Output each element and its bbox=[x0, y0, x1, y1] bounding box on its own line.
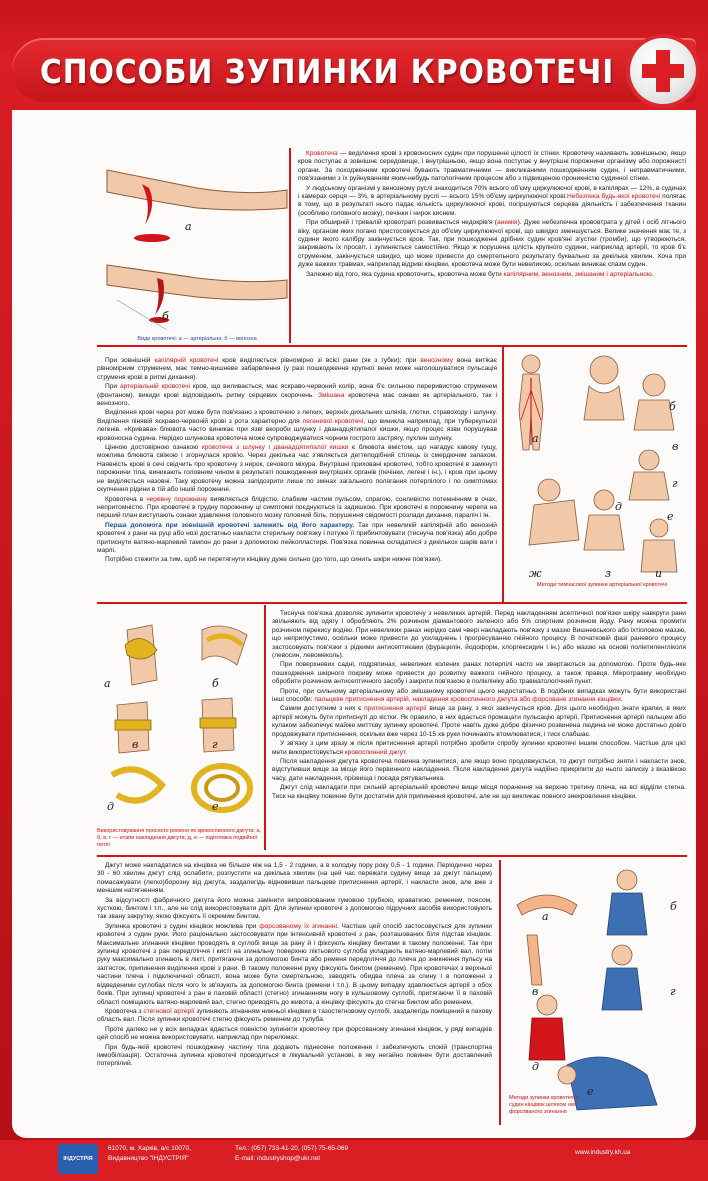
fig4-label-e: е bbox=[587, 1085, 594, 1098]
term: капілярній кровотечі bbox=[154, 357, 219, 364]
term: кровотеча з шлунку і дванадцятипалої кишки bbox=[201, 444, 349, 452]
divider bbox=[289, 148, 291, 343]
term: пальцеве притиснення артерій, накладення кровоспинного джгута або форсоване згинання кінцівки. bbox=[314, 696, 623, 704]
divider bbox=[97, 345, 687, 347]
fig2-label-a: а bbox=[532, 432, 539, 445]
paragraph: , що виникла наприклад, при туберкульозі легенів. «Кривава» блювота часто виникає при язві вкороби шлунку і дванадцятипалої кишки, якщо процес язви порушував кровоносна судина. Нерідко шлункова кровотеча може супроводжуватися чорним гострого застрягу, пухлин шлунку. bbox=[97, 417, 497, 442]
paragraph: При будь-якій кровотечі пошкоджену частину тіла додають піднесене положення і забезпечують спокій (транспортна іммобілізація). Остаточна зупинка кровотечі проводиться в лікувальній установі, в яку негайно повинен бути доставлений потерпілий. bbox=[97, 1043, 492, 1068]
paragraph: Залежно від того, яка судина кровоточить, кровотеча може бути bbox=[306, 270, 504, 278]
paragraph: вона витікає рівномірним струменем, має темно-вишневе забарвлення (у разі пошкодження крупної вени може наголошуватися пульсація струменя крові в ритмі дихання). bbox=[97, 357, 497, 381]
fig4-label-v: в bbox=[532, 985, 539, 998]
paragraph: . bbox=[405, 748, 408, 756]
term: капілярним, венозним, змішаним і артеріальною. bbox=[503, 270, 654, 278]
term: форсованому їх згинанні bbox=[259, 922, 338, 930]
paragraph: вище за рану, з якої закінчується кров. Для цього необхідно знати крапки, в яких артерії можуть бути притиснуті до кістки. Як правило, в них вдається промацати пульсацію артерії. Притиснення артерії пальцем або кулаком забезпечує майже миттєву зупинку кровотечі. Проте навіть дуже добре фізично розвинена людина не може достатньо довго продовжувати притиснення, оскільки вже через 10-15 хв руки починають втомлюватися, і тиск слабшає. bbox=[272, 705, 686, 738]
medical-cross-icon bbox=[630, 38, 696, 104]
paragraph: У людському організмі у венозному руслі знаходиться 70% всього об'єму циркулюючої крові, в капілярах — 12%, в судинах і камерах серця — 3%, в артеріальному руслі — всього 15% об'єму циркулюючої крові. bbox=[298, 184, 686, 201]
fig3-label-e: е bbox=[212, 800, 219, 813]
paragraph: кров, що виливається, має яскраво-червоний колір, вона б'є сильною переривистою струменем (фонтаном), викиди крові відповідають ритму серцевих скорочень. bbox=[97, 383, 498, 399]
term: венозному bbox=[420, 357, 453, 364]
paragraph: У зв'язку з цим зразу ж після притиснення артерії потрібно зробити спробу зупинки кровотечі іншим способом. Частіше для цієї мети використовується bbox=[272, 740, 686, 756]
paragraph: При bbox=[105, 383, 120, 391]
paragraph: Самим доступним з них є bbox=[280, 705, 365, 713]
paragraph: є блювота вмістом, що нагадує кавову гущу, можлива блювота свіжою і згорнулася кров'ю. Через декілька час з'являється дегтеподібний стілець із смердючим запахом. Наявність крові в сечі свідчить про кровотечу з нирок, сечового міхура. Внутрішні приховані кровотечі, тобто кровотечі в замкнуті порожнини тіла, виникають головним чином в результаті пошкодження внутрішніх органів (печінки, легені і ін.), і кров при цьому не виділяється назовні. Таку кровотечу можна запідозрити лише по змінах загального полягання потерпілого і по симптомах скупчення рідини в тій або іншій порожнині. bbox=[97, 444, 497, 494]
paragraph: ). Дуже небезпечна крововтрата у дітей і осіб літнього віку, організм яких погано пристосовується до об'єму циркулюючої крові, що швидко зменшується. Велике значення має те, з судини якого калібру закінчується кров. Так, при пошкодженні дрібних судин кров'яні згустки (тромби), що утворюються, закривають їх просвіт, і зупиняється самостійно. Якщо ж порушена цілість крупного судини, наприклад артерії, то кров б'є струменем, закінчується швидко, що може привести до смертельного результату буквально за декілька хвилин. Хоча при дуже важких травмах, наприклад відриві кінцівки, кровотеча може бути невеликою, оскільки виникає спазм судин. bbox=[298, 219, 686, 269]
paragraph: Проте, при сильному артеріальному або змішаному кровотечі цього недостатньо. В подібних випадках можуть бути використані інші способи: bbox=[272, 687, 686, 704]
divider bbox=[499, 860, 501, 1125]
paragraph: Проте далеко не у всіх випадках вдається повністю зупинити кровотечу при форсованому згинанні кінцівок, у ряді випадків цей спосіб не можна використовувати, наприклад при переломах. bbox=[97, 1025, 492, 1042]
bleeding-types-figure bbox=[97, 150, 297, 335]
pressure-bandage-text bbox=[272, 610, 686, 802]
fig2-caption: Методи тимчасової зупинки артеріальної кровотечі bbox=[537, 582, 667, 588]
paragraph: кровотеча має ознаки як артеріального, так і венозного. bbox=[97, 391, 497, 408]
fig3-label-g: г bbox=[212, 738, 218, 751]
bleeding-types-text bbox=[97, 357, 497, 566]
paragraph: зупиняють зігнанням нижньої кінцівки в тазостегновому суглобі, заздалегідь поміщений в пахову область вал. Після зупинки кровотечі стегно фіксують ременем до тулуба. bbox=[97, 1007, 493, 1024]
footer-email[interactable]: E-mail: industryshop@ukr.net bbox=[235, 1155, 320, 1162]
tourniquet-text bbox=[97, 862, 492, 1070]
paragraph: Потрібно стежити за тим, щоб не перетягнути кінцівку дуже сильно (до того, що синить шкіри нижче пов'язки). bbox=[105, 556, 442, 564]
fig3-label-b: б bbox=[212, 677, 219, 690]
footer-website[interactable]: www.industry.kh.ua bbox=[575, 1149, 631, 1156]
fig1-caption: Види кровотечі: а — артеріальна; б — венозна bbox=[137, 336, 257, 342]
fig4-label-d: д bbox=[532, 1060, 539, 1073]
intro-text bbox=[298, 150, 686, 280]
paragraph: виявляється блідістю, слабким частим пульсом, спрагою, сонливістю потемнінням в очах, непритомністю. При кровотечі в грудну порожнину ці симптоми поєднуються із задишкою. При кровотечі в порожнину черепа на перший план виступають ознаки здавлення головного мозку головний біль, порушення свідомості розлади дихання, параліч і ін. bbox=[97, 495, 497, 520]
pressure-points-figure bbox=[509, 350, 689, 590]
fig1-label-b: б bbox=[162, 310, 169, 323]
belt-tourniquet-figure bbox=[97, 610, 262, 825]
paragraph: полягає в тому, що в результаті нього падає кількість циркулюючої крові, погіршуються серцева діяльність і забезпечення тканин (особливо головного мозку), печінки і нирок киснем. bbox=[298, 193, 686, 217]
term: артеріальній кровотечі bbox=[119, 383, 190, 391]
paragraph: . Частіше цей спосіб застосовується для зупинки кровотечі з судин руки. Його раціонально застосовувати при інтенсивній кровотечі з ран, розташованих біля підстав кінцівок. Максимальне згинання кінцівки проводять в суглобі вище за рану й і фіксують кінцівку бинтами в такому положенні. Так при зупинці кровотечі з ран передпліччя і кисті на згинальну поверхню ліктьового суглоба укладають ватяно-марлевий вал, потім руку максимально згинають в лікті, притягаючи за допомогою бинта або ременя передпліччя до плеча до зникнення пульсу на зап'ясток, припинення виділення крові з рани. В такому положенні руку фіксують бинтом (ременем). При кровотечах з верхньої частини плеча і підключичної області, вона може бути смертельною, заводять обидва плеча за спину і в положенні з відведеними суглобах після чого їх зв'язують за допомогою бинта (ремени і т.п.). В цьому випадку здавлюється артерії з обох боків. При зупинці кровотечі з ран в паховій області (стегно) згинаннням ногу в кульшовому суглобі, притягаючи її в паховій області поміщають ватяно-марлевий вал, стегно приводять до живота, а кінцівку фіксують до стегна бинтом або ременем. bbox=[97, 922, 492, 1006]
footer-address: 61070, м. Харків, а/с 10070, bbox=[108, 1145, 192, 1152]
term: черевну порожнину bbox=[146, 495, 208, 503]
fig2-label-v: в bbox=[672, 440, 679, 453]
divider bbox=[97, 602, 687, 604]
divider bbox=[264, 605, 266, 850]
fig4-label-g: г bbox=[670, 985, 676, 998]
term: Небезпека будь-якої кровотечі bbox=[567, 193, 661, 201]
fig2-label-y: и bbox=[655, 567, 663, 580]
term: легеневої кровотечі bbox=[302, 417, 364, 425]
term: Змішана bbox=[318, 391, 345, 399]
term: Перша допомога при зовнішній кровотечі залежить від його характеру. bbox=[105, 521, 355, 529]
footer bbox=[0, 1140, 708, 1181]
paragraph: Виділення крові через рот може бути пов'язано з кровотечею з легких, верхніх дихальних шляхів, глотки, стравоходу і шлунку. Виділення пінявій яскраво-червоній крові з рота характерно для bbox=[97, 409, 497, 425]
paragraph: Так при невеликій капілярній або венозній кровотечі з рани на руці або нозі достатньо накласти стерильну пов'язку і потуже її прибинтовувати (тиснуча пов'язка) або добре притиснути ватяно-марлевий тампон до рани з допомогою лейкопластиря. Пов'язка повинна складатися з декількох шарів вати і марлі. bbox=[97, 521, 497, 554]
fig3-label-d: д bbox=[107, 800, 114, 813]
fig1-label-a: а bbox=[185, 220, 192, 233]
footer-phone: Тел.: (057) 733-41-20, (057) 75-65-069 bbox=[235, 1145, 349, 1152]
fig4-label-a: а bbox=[542, 910, 549, 923]
paragraph: При поверхневих садні, подряпинах, невеликих колених ранах потерпілі часто не звертаються за допомогою. Проте будь-яке пошкодження шкірного покриву може привести до розвитку важкого гнійного процесу, а також правця. Мікротравму необхідно обробити розчином антисептичного засобу і закрити пов'язкою в поліклініку або травматологічний пункт. bbox=[272, 661, 686, 686]
paragraph: Джгут слід накладати при сильній артеріальній кровотечі вище місця поранення на верхню третину плеча, на всі відділи стегна. Тиск на кінцівку повинне бути достатнім для припинення кровотечі, але не що викликає повного знекровлення кінцівки. bbox=[272, 784, 686, 800]
term: Кровотеча bbox=[306, 150, 338, 157]
fig2-label-z: з bbox=[605, 567, 611, 580]
paragraph: Кровотеча з bbox=[105, 1007, 144, 1015]
fig2-label-b: б bbox=[669, 400, 676, 413]
paragraph: При обширній і тривалій кровотраті розвивається недокрів'я ( bbox=[306, 219, 498, 227]
paragraph: Кровотеча в bbox=[105, 495, 147, 503]
paragraph: кров виділяється рівномірно зі всієї рани (як з губки); при bbox=[218, 357, 421, 364]
term: притиснення артерії bbox=[364, 705, 427, 713]
divider bbox=[97, 855, 687, 857]
paragraph: Зупинка кровотечі з судин кінцівок можлива при bbox=[105, 922, 260, 930]
fig2-label-d: д bbox=[615, 500, 622, 513]
term: стегнової артерії bbox=[143, 1007, 195, 1015]
fig2-label-zh: ж bbox=[529, 567, 542, 580]
publisher-logo: ІНДУСТРІЯ bbox=[58, 1144, 98, 1174]
fig2-label-g: г bbox=[672, 477, 678, 490]
footer-publisher: Видавництво "ІНДУСТРІЯ" bbox=[108, 1155, 189, 1162]
fig3-label-v: в bbox=[132, 738, 139, 751]
term: кровоспинний джгут bbox=[344, 748, 406, 756]
fig2-label-e: е bbox=[667, 510, 674, 523]
paragraph: При зовнішній bbox=[105, 357, 155, 364]
paragraph: Цінною достовірною ознакою bbox=[105, 444, 202, 452]
paragraph: За відсутності фабричного джгута його можна замінити імпровізованим гумовою трубкою, краваткою, ременем, поясом, хусткою, бинтом і т.п., але не слід використовувати дріт. Для зупинки кровотечі з допомогою підручних засобів використовують так звану закрутку, якою фіксують її окремим бинтом. bbox=[97, 896, 492, 921]
paragraph: Тиснуча пов'язка дозволяє зупинити кровотечу з невеликих артерій. Перед накладенням асептичної пов'язки шкіру навкруги рани звільняють від одягу і обробляють 2% розчином діамантового зеленого або 5% спиртним розчином йоду. Рану можна промити розчином перекису водню. При невеликих ранах нерідко самі чвері накладають пов'язку з маззю Вишневського або іхтіоловою маззю, що неприпустимо, оскільки може привести до ускладнень і прогресуванню гнійного процесу. В початковій фазі раневого процесу застосовують пов'язки з рідкими антисептиками (фурацилін, йодоформ, хлоргексидин і ін.) або маззю на основі поліетиленгліколя (левосин, левомеколь). bbox=[272, 610, 686, 660]
fig3-caption: Використовування поясного ременя як кровоспинного джгута: а, б, в, г — етапи накладення джгута; д, е — підготовка подвійної петлі bbox=[97, 828, 262, 848]
page-title: СПОСОБИ ЗУПИНКИ КРОВОТЕЧІ bbox=[40, 52, 615, 91]
paragraph: Джгут може накладатися на кінцівка не більше ніж на 1,5 - 2 години, а в холодну пору року 0,5 - 1 години. Періодично через 30 - 60 хвилин джгут слід ослабити, розпустити на декілька хвилин (на цей час пережати судину вище за джгут пальцем) помасажувати (легко)борозну від джгута, заздалегідь відновивши пальцеве притиснення артерії, і накласти знов, але вже з меншим натягненням. bbox=[97, 862, 492, 895]
paragraph: Після накладення джгута кровотеча повинна зупинитися, але якщо воно продовжується, то джгут потрібно зняти і накласти знов, відступивши вище за місце його первинного накладення. Після накладення джгута надійно прикріпити до нього записку з вказівкою часу, дати накладення, прізвища і посада рятувальника. bbox=[272, 757, 686, 782]
header bbox=[0, 0, 708, 108]
divider bbox=[502, 347, 504, 602]
fig4-caption: Методи зупинки кровотечі з судин кінцівок шляхом них форсованого згинання bbox=[509, 1095, 579, 1115]
paragraph: — виділення крові з кровоносних судин при порушенні цілості їх стінки. Кровотечу називають зовнішньою, якщо кров поступає в зовнішнє середовище, і внутрішньою, якщо вона поступає у внутрішні порожнини організму або порожнисті органи. За походженням кровотечі бувають травматичними — викликаними пошкодженням судин, і нетравматичними, пов'язаними з їх руйнуванням яким-небудь патологічним процесом або з підвищеною проникністю судинної стінки. bbox=[298, 150, 686, 183]
fig3-label-a: а bbox=[104, 677, 111, 690]
fig4-label-b: б bbox=[670, 900, 677, 913]
term: анемія bbox=[497, 219, 518, 227]
content-area bbox=[12, 110, 696, 1138]
